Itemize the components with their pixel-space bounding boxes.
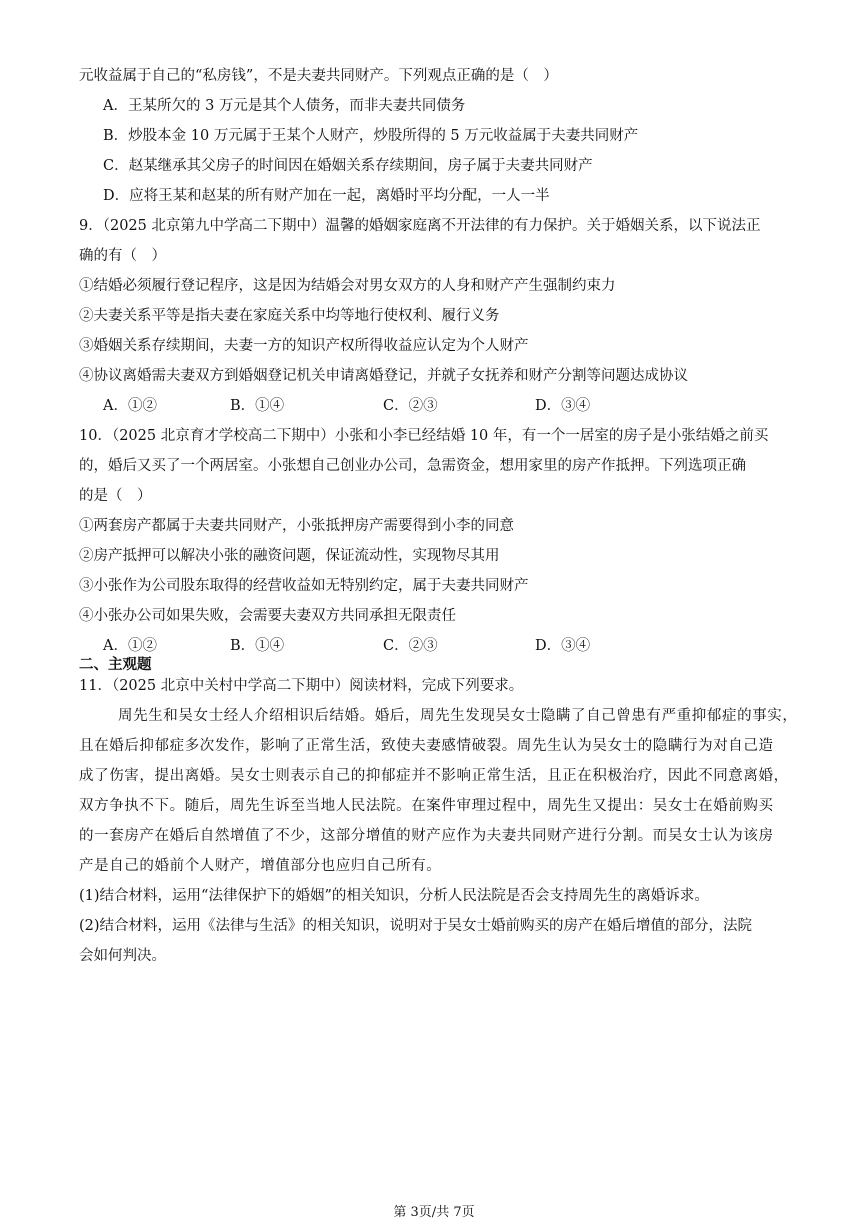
q10-choice-a: A．①② bbox=[103, 638, 157, 654]
q11-material-line2: 且在婚后抑郁症多次发作，影响了正常生活，致使夫妻感情破裂。周先生认为吴女士的隐瞒行为对自己造 bbox=[79, 738, 774, 754]
q9-choice-c: C．②③ bbox=[383, 398, 438, 414]
q9-statement-1: ①结婚必须履行登记程序，这是因为结婚会对男女双方的人身和财产产生强制约束力 bbox=[79, 278, 616, 294]
page-number: 第 3页/共 7页 bbox=[393, 1205, 475, 1220]
q9-stem-line1: 9．（2025 北京第九中学高二下期中）温馨的婚姻家庭离不开法律的有力保护。关于婚姻关系，以下说法正 bbox=[79, 218, 761, 234]
q10-stem-line3: 的是（ ） bbox=[79, 488, 152, 504]
q11-material-line4: 双方争执不下。随后，周先生诉至当地人民法院。在案件审理过程中，周先生又提出：吴女士在婚前购买 bbox=[79, 798, 774, 814]
q9-stem-line2: 确的有（ ） bbox=[79, 248, 166, 264]
q8-option-b: B．炒股本金 10 万元属于王某个人财产，炒股所得的 5 万元收益属于夫妻共同财产 bbox=[103, 128, 639, 144]
q9-choice-b: B．①④ bbox=[230, 398, 285, 414]
q11-requirement-1: (1)结合材料，运用“法律保护下的婚姻”的相关知识，分析人民法院是否会支持周先生的离婚诉求。 bbox=[79, 888, 709, 904]
q10-statement-4: ④小张办公司如果失败，会需要夫妻双方共同承担无限责任 bbox=[79, 608, 456, 624]
q8-option-c: C．赵某继承其父房子的时间因在婚姻关系存续期间，房子属于夫妻共同财产 bbox=[103, 158, 593, 174]
q11-material-line1: 周先生和吴女士经人介绍相识后结婚。婚后，周先生发现吴女士隐瞒了自己曾患有严重抑郁症的事实， bbox=[118, 708, 798, 724]
q9-statement-4: ④协议离婚需夫妻双方到婚姻登记机关申请离婚登记，并就子女抚养和财产分割等问题达成协议 bbox=[79, 368, 688, 384]
q8-option-d: D．应将王某和赵某的所有财产加在一起，离婚时平均分配，一人一半 bbox=[103, 188, 550, 204]
q10-choice-d: D．③④ bbox=[535, 638, 591, 654]
q10-choice-b: B．①④ bbox=[230, 638, 285, 654]
q9-statement-3: ③婚姻关系存续期间，夫妻一方的知识产权所得收益应认定为个人财产 bbox=[79, 338, 529, 354]
q11-material-line5: 的一套房产在婚后自然增值了不少，这部分增值的财产应作为夫妻共同财产进行分割。而吴女士认为该房 bbox=[79, 828, 774, 844]
q9-statement-2: ②夫妻关系平等是指夫妻在家庭关系中均等地行使权利、履行义务 bbox=[79, 308, 500, 324]
q11-requirement-2-line1: (2)结合材料，运用《法律与生活》的相关知识，说明对于吴女士婚前购买的房产在婚后增值的部分，法院 bbox=[79, 918, 753, 934]
q9-choice-d: D．③④ bbox=[535, 398, 591, 414]
q9-choice-a: A．①② bbox=[103, 398, 157, 414]
section-heading: 二、主观题 bbox=[79, 657, 152, 673]
q10-stem-line2: 的，婚后又买了一个两居室。小张想自己创业办公司，急需资金，想用家里的房产作抵押。下列选项正确 bbox=[79, 458, 746, 474]
q11-stem: 11．（2025 北京中关村中学高二下期中）阅读材料，完成下列要求。 bbox=[79, 678, 524, 694]
q11-requirement-2-line2: 会如何判决。 bbox=[79, 948, 166, 964]
q8-option-a: A．王某所欠的 3 万元是其个人债务，而非夫妻共同债务 bbox=[103, 98, 466, 114]
q10-stem-line1: 10．（2025 北京育才学校高二下期中）小张和小李已经结婚 10 年，有一个一居室的房子是小张结婚之前买 bbox=[79, 428, 769, 444]
q8-stem-continuation: 元收益属于自己的“私房钱”，不是夫妻共同财产。下列观点正确的是（ ） bbox=[79, 68, 558, 84]
q11-material-line6: 产是自己的婚前个人财产，增值部分也应归自己所有。 bbox=[79, 858, 442, 874]
q10-choice-c: C．②③ bbox=[383, 638, 438, 654]
q10-statement-3: ③小张作为公司股东取得的经营收益如无特别约定，属于夫妻共同财产 bbox=[79, 578, 529, 594]
q10-statement-2: ②房产抵押可以解决小张的融资问题，保证流动性，实现物尽其用 bbox=[79, 548, 500, 564]
q11-material-line3: 成了伤害，提出离婚。吴女士则表示自己的抑郁症并不影响正常生活，且正在积极治疗，因此不同意离婚， bbox=[79, 768, 789, 784]
q10-statement-1: ①两套房产都属于夫妻共同财产，小张抵押房产需要得到小李的同意 bbox=[79, 518, 514, 534]
